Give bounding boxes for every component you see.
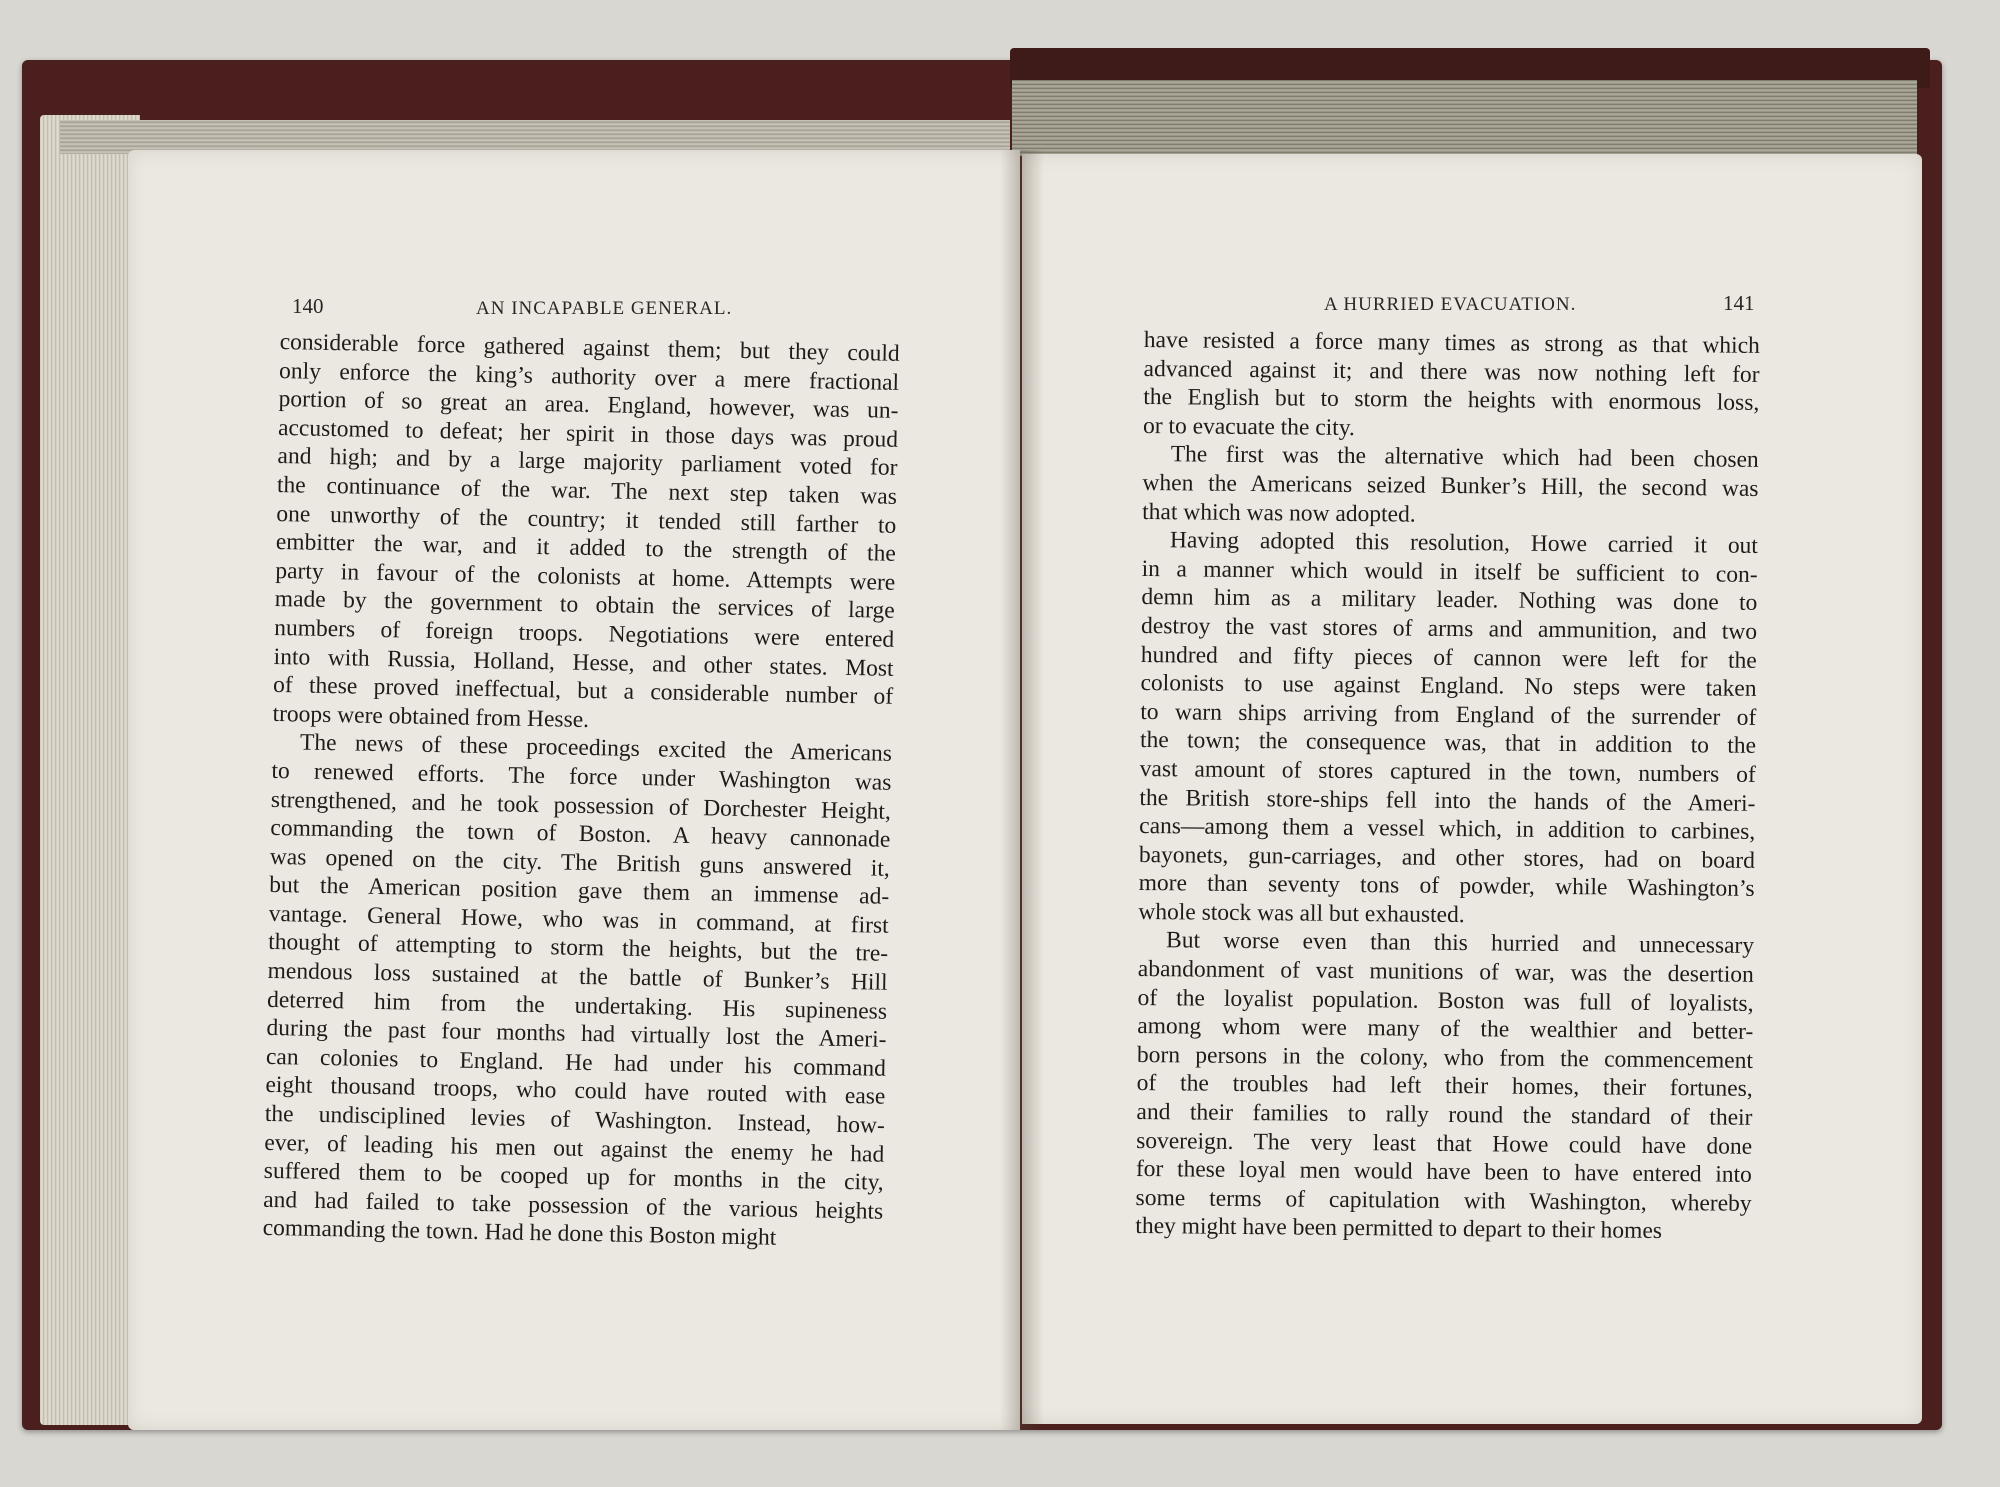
right-page bbox=[1022, 154, 1922, 1424]
text-line: some terms of capitulation with Washington, whereby bbox=[1135, 1184, 1752, 1217]
text-line: accustomed to defeat; her spirit in those days was proud bbox=[277, 414, 899, 453]
text-line: when the Americans seized Bunker’s Hill, the second was bbox=[1142, 469, 1759, 502]
text-line: that which was now adopted. bbox=[1142, 498, 1416, 528]
text-line: strengthened, and he took possession of Dorchester Height, bbox=[270, 786, 892, 825]
page-number: 140 bbox=[292, 294, 324, 318]
text-line: can colonies to England. He had under his command bbox=[265, 1043, 887, 1082]
text-line: or to evacuate the city. bbox=[1142, 412, 1356, 441]
text-line: portion of so great an area. England, however, was un- bbox=[278, 386, 899, 425]
text-line: in a manner which would in itself be sufficient to con- bbox=[1141, 555, 1758, 588]
text-line: eight thousand troops, who could have routed with ease bbox=[265, 1072, 886, 1111]
text-line: was opened on the city. The British guns answered it, bbox=[269, 843, 890, 882]
text-line: sovereign. The very least that Howe could have done bbox=[1136, 1127, 1753, 1160]
text-line: for these loyal men would have been to have entered into bbox=[1135, 1156, 1753, 1189]
running-head: A HURRIED EVACUATION. bbox=[1324, 294, 1577, 315]
text-line: troops were obtained from Hesse. bbox=[272, 700, 590, 733]
text-line: only enforce the king’s authority over a mere fractional bbox=[278, 357, 900, 396]
page-body bbox=[262, 328, 899, 1255]
text-line: they might have been permitted to depart to their homes bbox=[1135, 1213, 1663, 1245]
text-line: but the American position gave them an immense ad- bbox=[269, 872, 890, 911]
text-line: bayonets, gun-carriages, and other stores, had on board bbox=[1138, 841, 1756, 874]
text-line: whole stock was all but exhausted. bbox=[1138, 898, 1465, 928]
text-line: The news of these proceedings excited the Americans bbox=[299, 729, 893, 768]
text-line: of these proved ineffectual, but a considerable number of bbox=[272, 672, 894, 710]
text-line: advanced against it; and there was now nothing left for bbox=[1143, 355, 1760, 388]
text-line: into with Russia, Holland, Hesse, and other states. Most bbox=[273, 643, 894, 682]
text-line: the continuance of the war. The next step taken was bbox=[276, 471, 898, 510]
text-line: one unworthy of the country; it tended still farther to bbox=[276, 500, 897, 539]
text-line: party in favour of the colonists at home. Attempts were bbox=[275, 557, 896, 596]
text-line: ever, of leading his men out against the enemy he had bbox=[264, 1129, 885, 1168]
text-line: more than seventy tons of powder, while Washington’s bbox=[1138, 870, 1755, 903]
text-line: numbers of foreign troops. Negotiations were entered bbox=[273, 614, 895, 653]
text-line: made by the government to obtain the services of large bbox=[274, 586, 895, 625]
text-line: abandonment of vast munitions of war, was the desertion bbox=[1137, 956, 1754, 988]
page-number: 141 bbox=[1723, 291, 1755, 315]
text-line: suffered them to be cooped up for months in the city, bbox=[263, 1158, 884, 1196]
left-page bbox=[128, 150, 1020, 1430]
text-line: among whom were many of the wealthier and better- bbox=[1137, 1013, 1754, 1046]
page-edges-left bbox=[40, 115, 140, 1425]
page-body bbox=[1135, 326, 1760, 1247]
text-line: considerable force gathered against them; but they could bbox=[279, 328, 900, 367]
text-line: and high; and by a large majority parliament voted for bbox=[277, 443, 898, 482]
page-edges-top-right bbox=[1012, 80, 1917, 156]
text-line: thought of attempting to storm the heights, but the tre- bbox=[267, 929, 889, 968]
text-line: deterred him from the undertaking. His supineness bbox=[266, 986, 888, 1025]
text-line: vast amount of stores captured in the town, numbers of bbox=[1139, 755, 1756, 788]
text-line: hundred and fifty pieces of cannon were left for the bbox=[1140, 641, 1757, 674]
text-line: colonists to use against England. No steps were taken bbox=[1140, 670, 1757, 703]
text-line: vantage. General Howe, who was in command, at first bbox=[268, 900, 889, 939]
text-line: Having adopted this resolution, Howe carried it out bbox=[1169, 527, 1759, 560]
text-line: destroy the vast stores of arms and ammunition, and two bbox=[1140, 612, 1758, 645]
text-line: But worse even than this hurried and unnecessary bbox=[1165, 927, 1755, 960]
text-line: of the loyalist population. Boston was full of loyalists, bbox=[1137, 984, 1754, 1017]
text-line: of the troubles had left their homes, their fortunes, bbox=[1136, 1070, 1753, 1103]
text-line: have resisted a force many times as strong as that which bbox=[1143, 326, 1760, 359]
text-line: demn him as a military leader. Nothing was done to bbox=[1141, 584, 1758, 617]
text-line: the undisciplined levies of Washington. Instead, how- bbox=[264, 1100, 886, 1139]
text-line: commanding the town of Boston. A heavy cannonade bbox=[270, 815, 891, 853]
text-line: and had failed to take possession of the various heights bbox=[263, 1186, 884, 1225]
text-line: born persons in the colony, who from the commencement bbox=[1136, 1041, 1754, 1074]
text-line: embitter the war, and it added to the strength of the bbox=[275, 529, 897, 568]
text-line: during the past four months had virtually lost the Ameri- bbox=[266, 1015, 887, 1054]
text-line: the town; the consequence was, that in addition to the bbox=[1139, 727, 1757, 760]
text-line: cans—among them a vessel which, in addition to carbines, bbox=[1139, 813, 1756, 845]
text-line: the English but to storm the heights with enormous loss, bbox=[1143, 384, 1760, 417]
text-line: to warn ships arriving from England of the surrender of bbox=[1140, 698, 1757, 731]
page-edges-top-left bbox=[60, 120, 1010, 154]
text-line: mendous loss sustained at the battle of Bunker’s Hill bbox=[267, 957, 888, 996]
text-line: and their families to rally round the standard of their bbox=[1136, 1098, 1753, 1131]
running-head: AN INCAPABLE GENERAL. bbox=[476, 298, 733, 319]
book-gutter bbox=[1000, 150, 1044, 1430]
text-line: commanding the town. Had he done this Boston might bbox=[262, 1215, 777, 1252]
text-line: the British store-ships fell into the hands of the Ameri- bbox=[1139, 784, 1756, 817]
text-line: to renewed efforts. The force under Washington was bbox=[271, 757, 892, 796]
text-line: The first was the alternative which had been chosen bbox=[1170, 441, 1759, 474]
